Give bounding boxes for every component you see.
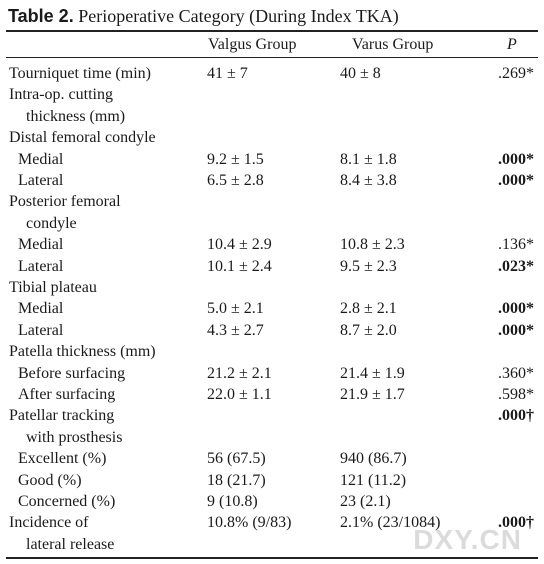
valgus-value: 10.4 ± 2.9 [207,236,272,254]
table-row [0,363,544,385]
p-value: .360* [498,364,534,382]
table-row [0,384,544,406]
varus-value: 8.7 ± 2.0 [340,321,397,339]
valgus-value: 18 (21.7) [207,471,266,489]
p-value: .000† [498,514,534,532]
table-row [0,149,544,171]
valgus-value: 4.3 ± 2.7 [207,321,264,339]
table-row [0,320,544,342]
varus-value: 940 (86.7) [340,450,407,468]
row-label: Lateral [18,172,64,189]
row-label: Patella thickness (mm) [9,343,156,361]
row-label: Patellar tracking [9,407,115,425]
valgus-value: 10.1 ± 2.4 [207,257,272,275]
valgus-value: 9 (10.8) [207,493,258,510]
header-rule [6,57,538,58]
row-label: with prosthesis [26,428,123,446]
table-row [0,341,544,363]
row-label: Tibial plateau [9,279,97,296]
varus-value: 10.8 ± 2.3 [340,236,405,254]
table-row [0,277,544,299]
varus-value: 2.1% (23/1084) [340,514,441,532]
p-value: .000* [498,150,534,168]
row-label: condyle [26,214,77,232]
p-value: .598* [498,386,534,403]
row-label: Posterior femoral [9,193,121,211]
row-label: After surfacing [18,386,116,403]
table-row [0,170,544,192]
p-value: .023* [498,257,534,275]
table-row [0,106,544,128]
p-value: .000* [498,321,534,339]
p-value: .000† [498,407,534,425]
table-row [0,191,544,213]
valgus-value: 56 (67.5) [207,450,266,468]
valgus-value: 5.0 ± 2.1 [207,300,264,318]
header-p-value: P [507,36,517,53]
p-value: .269* [498,65,534,82]
varus-value: 9.5 ± 2.3 [340,257,397,275]
table-row [0,427,544,449]
row-label: Distal femoral condyle [9,129,156,147]
table-row [0,213,544,235]
row-label: Medial [18,300,64,318]
row-label: Medial [18,236,64,254]
valgus-value: 10.8% (9/83) [207,514,292,532]
header-varus-group: Varus Group [352,36,434,53]
varus-value: 21.4 ± 1.9 [340,364,405,382]
valgus-value: 41 ± 7 [207,65,248,82]
row-label: Concerned (%) [18,493,116,510]
row-label: Incidence of [9,514,89,532]
table-row [0,405,544,427]
table-row [0,63,544,85]
p-value: .000* [498,172,534,189]
table-row [0,491,544,513]
bottom-rule [6,557,538,559]
row-label: Tourniquet time (min) [9,65,151,82]
row-label: Medial [18,150,64,168]
table-row [0,127,544,149]
table-caption [8,5,399,27]
varus-value: 2.8 ± 2.1 [340,300,397,318]
table-row [0,256,544,278]
table-row [0,234,544,256]
header-valgus-group: Valgus Group [208,36,297,53]
varus-value: 21.9 ± 1.7 [340,386,405,403]
row-label: thickness (mm) [26,107,126,125]
valgus-value: 6.5 ± 2.8 [207,172,264,189]
varus-value: 121 (11.2) [340,471,407,489]
row-label: lateral release [26,535,115,553]
p-value: .000* [498,300,534,318]
row-label: Intra-op. cutting [9,86,113,104]
varus-value: 8.4 ± 3.8 [340,172,397,189]
row-label: Lateral [18,321,64,339]
top-rule [6,30,538,32]
table-number: Table 2. [8,6,74,26]
table-row [0,470,544,492]
table-row [0,448,544,470]
row-label: Before surfacing [18,364,126,382]
row-label: Excellent (%) [18,450,107,468]
varus-value: 40 ± 8 [340,65,381,82]
valgus-value: 22.0 ± 1.1 [207,386,272,403]
table-row [0,298,544,320]
watermark: DXY.CN [413,524,522,555]
row-label: Lateral [18,257,64,275]
varus-value: 8.1 ± 1.8 [340,150,397,168]
row-label: Good (%) [18,471,82,489]
valgus-value: 21.2 ± 2.1 [207,364,272,382]
varus-value: 23 (2.1) [340,493,391,510]
p-value: .136* [498,236,534,254]
table-row [0,84,544,106]
table-title: Perioperative Category (During Index TKA) [78,6,399,26]
valgus-value: 9.2 ± 1.5 [207,150,264,168]
